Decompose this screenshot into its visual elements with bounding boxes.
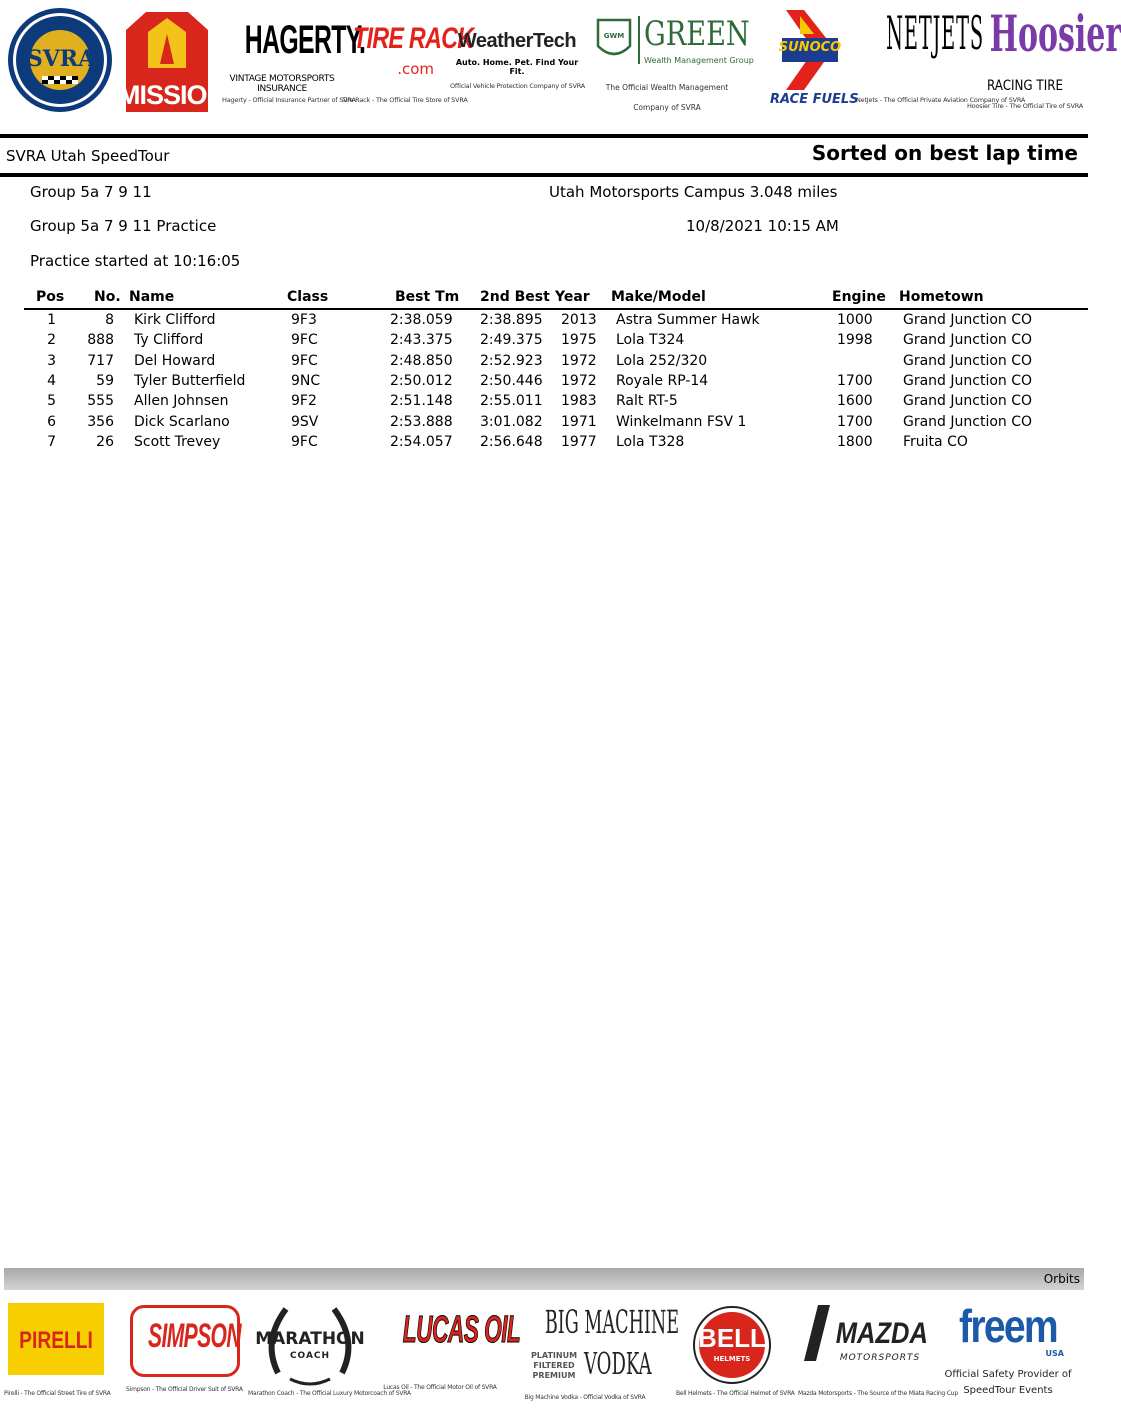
col-header-pos: Pos — [36, 289, 65, 305]
cell-pos: 6 — [47, 414, 56, 430]
cell-best: 2:50.012 — [390, 373, 453, 389]
session-datetime: 10/8/2021 10:15 AM — [686, 217, 839, 235]
bottom-sponsor-strip — [0, 1293, 1088, 1408]
top-sponsor-strip — [0, 0, 1121, 130]
cell-engine: 1700 — [837, 373, 873, 389]
col-header-best: Best Tm — [395, 289, 460, 305]
hagerty-logo-text: HAGERTY. — [244, 18, 366, 62]
cell-year: 1972 — [561, 373, 597, 389]
cell-pos: 1 — [47, 312, 56, 328]
cell-hometown: Grand Junction CO — [903, 332, 1033, 348]
hoosier-caption: Hoosier Tire - The Official Tire of SVRA — [966, 102, 1084, 110]
bell-logo-text: BELL — [698, 1323, 766, 1353]
cell-no: 356 — [87, 414, 114, 430]
mazda-logo-text: MAZDA — [835, 1317, 928, 1350]
table-row — [0, 353, 1088, 373]
big-machine-logo-text: BIG MACHINE — [544, 1303, 680, 1341]
cell-class: 9NC — [291, 373, 321, 389]
big-machine-sub-text: VODKA — [584, 1347, 652, 1382]
cell-no: 555 — [87, 393, 114, 409]
cell-make: Royale RP-14 — [616, 373, 709, 389]
hagerty-logo — [222, 4, 366, 116]
pirelli-logo — [4, 1299, 111, 1403]
col-header-class: Class — [287, 289, 329, 305]
table-row — [0, 332, 1088, 352]
cell-hometown: Grand Junction CO — [903, 414, 1033, 430]
sunoco-logo — [770, 4, 859, 116]
marathon-sub-text: COACH — [289, 1351, 331, 1361]
green-shield-icon — [596, 16, 632, 64]
cell-pos: 5 — [47, 393, 56, 409]
weathertech-sub-text: Auto. Home. Pet. Find Your Fit. — [455, 58, 579, 76]
cell-make: Winkelmann FSV 1 — [616, 414, 747, 430]
cell-engine: 1000 — [837, 312, 873, 328]
cell-best: 2:38.059 — [390, 312, 453, 328]
cell-engine: 1700 — [837, 414, 873, 430]
marathon-logo-text: MARATHON — [255, 1329, 365, 1349]
event-name: SVRA Utah SpeedTour — [6, 147, 170, 165]
sunoco-sub-text: RACE FUELS — [770, 92, 859, 107]
cell-year: 1971 — [561, 414, 597, 430]
cell-best: 2:53.888 — [390, 414, 453, 430]
tirerack-logo-text: TIRE RACK — [353, 22, 474, 55]
cell-pos: 4 — [47, 373, 56, 389]
cell-year: 1977 — [561, 434, 597, 450]
cell-no: 59 — [96, 373, 114, 389]
pirelli-logo-text: PIRELLI — [19, 1327, 93, 1354]
sort-label: Sorted on best lap time — [811, 141, 1078, 165]
cell-no: 717 — [87, 353, 114, 369]
bell-caption: Bell Helmets - The Official Helmet of SVRA — [676, 1390, 795, 1397]
cell-best: 2:54.057 — [390, 434, 453, 450]
cell-class: 9SV — [291, 414, 319, 430]
cell-make: Lola 252/320 — [616, 353, 708, 369]
cell-pos: 3 — [47, 353, 56, 369]
cell-year: 1983 — [561, 393, 597, 409]
session-start-time: Practice started at 10:16:05 — [30, 252, 241, 270]
cell-year: 1972 — [561, 353, 597, 369]
col-header-engine: Engine — [832, 289, 886, 305]
table-row — [0, 312, 1088, 332]
cell-name: Dick Scarlano — [134, 414, 230, 430]
lucas-oil-logo — [378, 1299, 521, 1403]
table-row — [0, 434, 1088, 454]
header-rule-bottom — [0, 173, 1088, 177]
cell-class: 9F3 — [291, 312, 317, 328]
tirerack-sub-text: .com — [397, 60, 434, 78]
green-badge: GWM — [603, 32, 625, 40]
hoosier-sub-text: RACING TIRE — [986, 78, 1063, 94]
big-machine-logo — [512, 1299, 680, 1403]
cell-hometown: Fruita CO — [903, 434, 968, 450]
sunoco-logo-text: SUNOCO — [778, 40, 842, 55]
cell-no: 888 — [87, 332, 114, 348]
cell-2nd-best: 2:49.375 — [480, 332, 543, 348]
pirelli-caption: Pirelli - The Official Street Tire of SVRA — [4, 1390, 111, 1397]
freem-caption: Official Safety Provider of SpeedTour Events — [944, 1369, 1072, 1396]
hagerty-sub-text: VINTAGE MOTORSPORTS INSURANCE — [229, 74, 335, 94]
simpson-logo-text: SIMPSON — [148, 1317, 241, 1355]
mission-logo — [118, 4, 226, 116]
simpson-caption: Simpson - The Official Driver Suit of SVRA — [126, 1386, 243, 1393]
hagerty-caption: Hagerty - Official Insurance Partner of SVRA — [222, 96, 356, 104]
cell-make: Astra Summer Hawk — [616, 312, 760, 328]
big-machine-caption: Big Machine Vodka - Official Vodka of SVRA — [524, 1394, 646, 1401]
lucas-oil-caption: Lucas Oil - The Official Motor Oil of SVRA — [383, 1384, 497, 1391]
cell-hometown: Grand Junction CO — [903, 312, 1033, 328]
tirerack-caption: Tire Rack - The Official Tire Store of SVRA — [342, 96, 468, 104]
cell-2nd-best: 2:50.446 — [480, 373, 543, 389]
cell-best: 2:43.375 — [390, 332, 453, 348]
bell-logo — [676, 1299, 795, 1403]
svra-logo — [6, 4, 116, 116]
freem-logo-text: freem — [958, 1300, 1057, 1352]
cell-name: Tyler Butterfield — [134, 373, 246, 389]
cell-class: 9FC — [291, 434, 318, 450]
weathertech-logo — [450, 4, 584, 116]
cell-pos: 7 — [47, 434, 56, 450]
cell-name: Scott Trevey — [134, 434, 221, 450]
cell-make: Lola T324 — [616, 332, 685, 348]
cell-class: 9FC — [291, 332, 318, 348]
col-header-no: No. — [94, 289, 121, 305]
weathertech-caption: Official Vehicle Protection Company of SVRA — [450, 82, 585, 90]
cell-name: Allen Johnsen — [134, 393, 229, 409]
header-underline — [24, 308, 1088, 310]
tirerack-logo — [342, 4, 474, 116]
freem-logo — [934, 1299, 1082, 1403]
track-name: Utah Motorsports Campus 3.048 miles — [549, 183, 838, 201]
svra-logo-text: SVRA — [26, 46, 96, 72]
mazda-sub-text: MOTORSPORTS — [839, 1353, 921, 1363]
marathon-logo — [248, 1299, 411, 1403]
cell-hometown: Grand Junction CO — [903, 373, 1033, 389]
cell-make: Lola T328 — [616, 434, 685, 450]
col-header-year: Year — [555, 289, 590, 305]
cell-2nd-best: 2:55.011 — [480, 393, 543, 409]
cell-2nd-best: 3:01.082 — [480, 414, 543, 430]
cell-year: 1975 — [561, 332, 597, 348]
table-row — [0, 414, 1088, 434]
cell-no: 8 — [105, 312, 114, 328]
freem-badge: USA — [1045, 1349, 1064, 1358]
cell-class: 9F2 — [291, 393, 317, 409]
cell-engine: 1800 — [837, 434, 873, 450]
bell-sub-text: HELMETS — [713, 1355, 751, 1363]
green-caption: The Official Wealth Management Company of SVRA — [605, 83, 729, 112]
mazda-logo — [798, 1299, 958, 1403]
cell-class: 9FC — [291, 353, 318, 369]
cell-no: 26 — [96, 434, 114, 450]
cell-year: 2013 — [561, 312, 597, 328]
cell-2nd-best: 2:38.895 — [480, 312, 543, 328]
green-sub-text: Wealth Management Group — [644, 56, 754, 65]
col-header-make: Make/Model — [611, 289, 706, 305]
green-logo-text: GREEN — [644, 14, 750, 54]
mission-logo-text: MISSION — [118, 80, 226, 110]
cell-name: Ty Clifford — [134, 332, 204, 348]
mazda-caption: Mazda Motorsports - The Source of the Miata Racing Cup — [798, 1390, 958, 1397]
simpson-logo — [126, 1299, 242, 1403]
weathertech-logo-text: WeatherTech — [457, 30, 577, 52]
cell-best: 2:51.148 — [390, 393, 453, 409]
col-header-2nd-best: 2nd Best — [480, 289, 550, 305]
col-header-name: Name — [129, 289, 175, 305]
cell-hometown: Grand Junction CO — [903, 393, 1033, 409]
col-header-hometown: Hometown — [899, 289, 984, 305]
cell-engine: 1998 — [837, 332, 873, 348]
netjets-logo-text: NETJETS — [886, 6, 984, 60]
orbits-bar — [4, 1268, 1084, 1290]
table-row — [0, 393, 1088, 413]
hoosier-logo — [966, 4, 1121, 116]
session-name: Group 5a 7 9 11 Practice — [30, 217, 217, 235]
cell-name: Kirk Clifford — [134, 312, 216, 328]
cell-name: Del Howard — [134, 353, 216, 369]
cell-2nd-best: 2:56.648 — [480, 434, 543, 450]
lucas-oil-logo-text: LUCAS OIL — [402, 1309, 521, 1351]
cell-2nd-best: 2:52.923 — [480, 353, 543, 369]
cell-best: 2:48.850 — [390, 353, 453, 369]
table-row — [0, 373, 1088, 393]
hoosier-logo-text: Hoosier — [989, 4, 1121, 63]
header-rule-top — [0, 134, 1088, 138]
marathon-caption: Marathon Coach - The Official Luxury Motorcoach of SVRA — [248, 1390, 411, 1397]
green-logo — [594, 4, 754, 116]
cell-engine: 1600 — [837, 393, 873, 409]
netjets-caption: NetJets - The Official Private Aviation Company of SVRA — [856, 96, 1026, 104]
cell-make: Ralt RT-5 — [616, 393, 678, 409]
big-machine-tag: PLATINUM FILTERED PREMIUM — [530, 1351, 578, 1380]
cell-pos: 2 — [47, 332, 56, 348]
orbits-label: Orbits — [1043, 1272, 1080, 1286]
cell-hometown: Grand Junction CO — [903, 353, 1033, 369]
group-title: Group 5a 7 9 11 — [30, 183, 152, 201]
